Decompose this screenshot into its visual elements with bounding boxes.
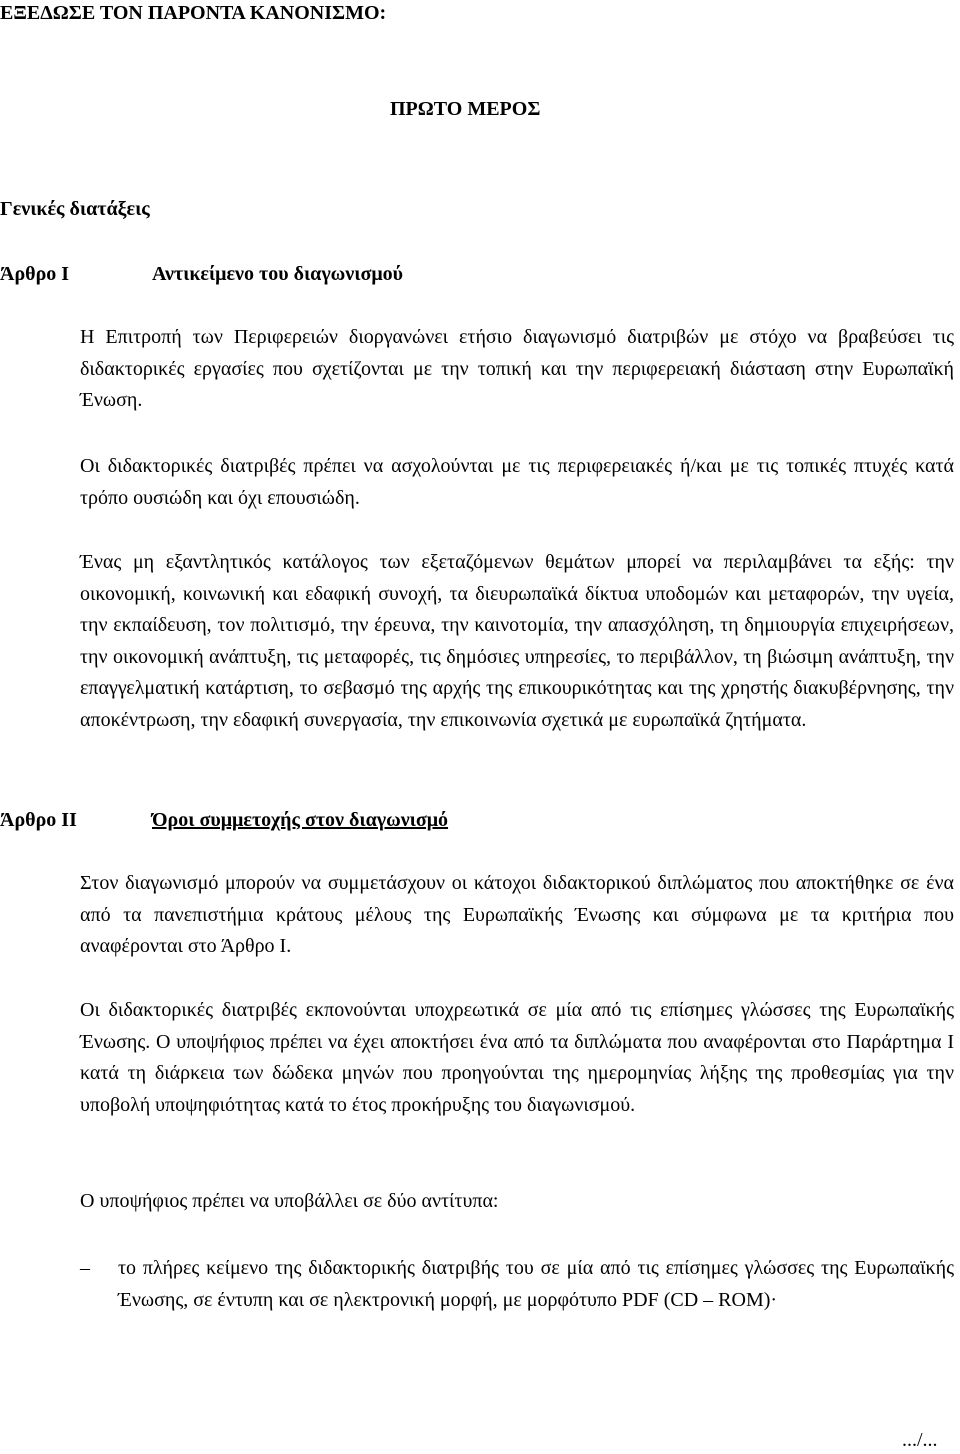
article-2-title: Όροι συμμετοχής στον διαγωνισμό xyxy=(152,809,449,831)
article-1-paragraph-1: Η Επιτροπή των Περιφερειών διοργανώνει ετήσιο διαγωνισμό διατριβών με στόχο να βραβεύσει τις διδακτορικές εργασίες που σχετίζονται με την τοπική και την περιφερειακή διάσταση στην Ευρωπαϊκή Ένωση. xyxy=(80,326,954,411)
bullet-item-1: το πλήρες κείμενο της διδακτορικής διατριβής του σε μία από τις επίσημες γλώσσες της Ευρωπαϊκής Ένωσης, σε έντυπη και σε ηλεκτρονική μορφή, με μορφότυπο PDF (CD – ROM)· xyxy=(118,1257,954,1311)
page-header: ΕΞΕΔΩΣΕ ΤΟΝ ΠΑΡΟΝΤΑ ΚΑΝΟΝΙΣΜΟ: xyxy=(0,2,387,24)
article-2-paragraph-2: Οι διδακτορικές διατριβές εκπονούνται υποχρεωτικά σε μία από τις επίσημες γλώσσες της Ευρωπαϊκής Ένωσης. Ο υποψήφιος πρέπει να έχει αποκτήσει ένα από τα διπλώματα που αναφέρονται στο Παράρτημα Ι κατά τη διάρκεια των δώδεκα μηνών που προηγούνται της ημερομηνίας λήξης της προθεσμίας για την υποβολή υποψηφιότητας κατά το έτος προκήρυξης του διαγωνισμού. xyxy=(80,999,954,1116)
bullet-dash: – xyxy=(80,1257,90,1279)
part-title: ΠΡΩΤΟ ΜΕΡΟΣ xyxy=(390,98,541,120)
article-1-title: Αντικείμενο του διαγωνισμού xyxy=(152,263,404,285)
article-1-paragraph-3: Ένας μη εξαντλητικός κατάλογος των εξεταζόμενων θεμάτων μπορεί να περιλαμβάνει τα εξής: την οικονομική, κοινωνική και εδαφική συνοχή, τα διευρωπαϊκά δίκτυα υποδομών και μεταφορών, την υγεία, την εκπαίδευση, τον πολιτισμό, την έρευνα, την καινοτομία, την απασχόληση, τη δημιουργία επιχειρήσεων, την οικονομική ανάπτυξη, τις μεταφορές, τις δημόσιες υπηρεσίες, το περιβάλλον, τη βιώσιμη ανάπτυξη, την επαγγελματική κατάρτιση, το σεβασμό της αρχής της επικουρικότητας και της χρηστής διακυβέρνησης, την αποκέντρωση, την εδαφική συνεργασία, την επικοινωνία σχετικά με ευρωπαϊκά ζητήματα. xyxy=(80,551,954,731)
article-1-label: Άρθρο Ι xyxy=(0,263,70,285)
article-1-paragraph-2: Οι διδακτορικές διατριβές πρέπει να ασχολούνται με τις περιφερειακές ή/και με τις τοπικές πτυχές κατά τρόπο ουσιώδη και όχι επουσιώδη. xyxy=(80,455,954,509)
continuation-marker: .../... xyxy=(902,1429,938,1451)
article-2-paragraph-1: Στον διαγωνισμό μπορούν να συμμετάσχουν οι κάτοχοι διδακτορικού διπλώματος που αποκτήθηκε σε ένα από τα πανεπιστήμια κράτους μέλους της Ευρωπαϊκής Ένωσης και σύμφωνα με τα κριτήρια που αναφέρονται στο Άρθρο Ι. xyxy=(80,872,954,957)
section-title: Γενικές διατάξεις xyxy=(0,198,150,220)
article-2-paragraph-3: Ο υποψήφιος πρέπει να υποβάλλει σε δύο αντίτυπα: xyxy=(80,1190,499,1212)
article-2-label: Άρθρο ΙΙ xyxy=(0,809,77,831)
